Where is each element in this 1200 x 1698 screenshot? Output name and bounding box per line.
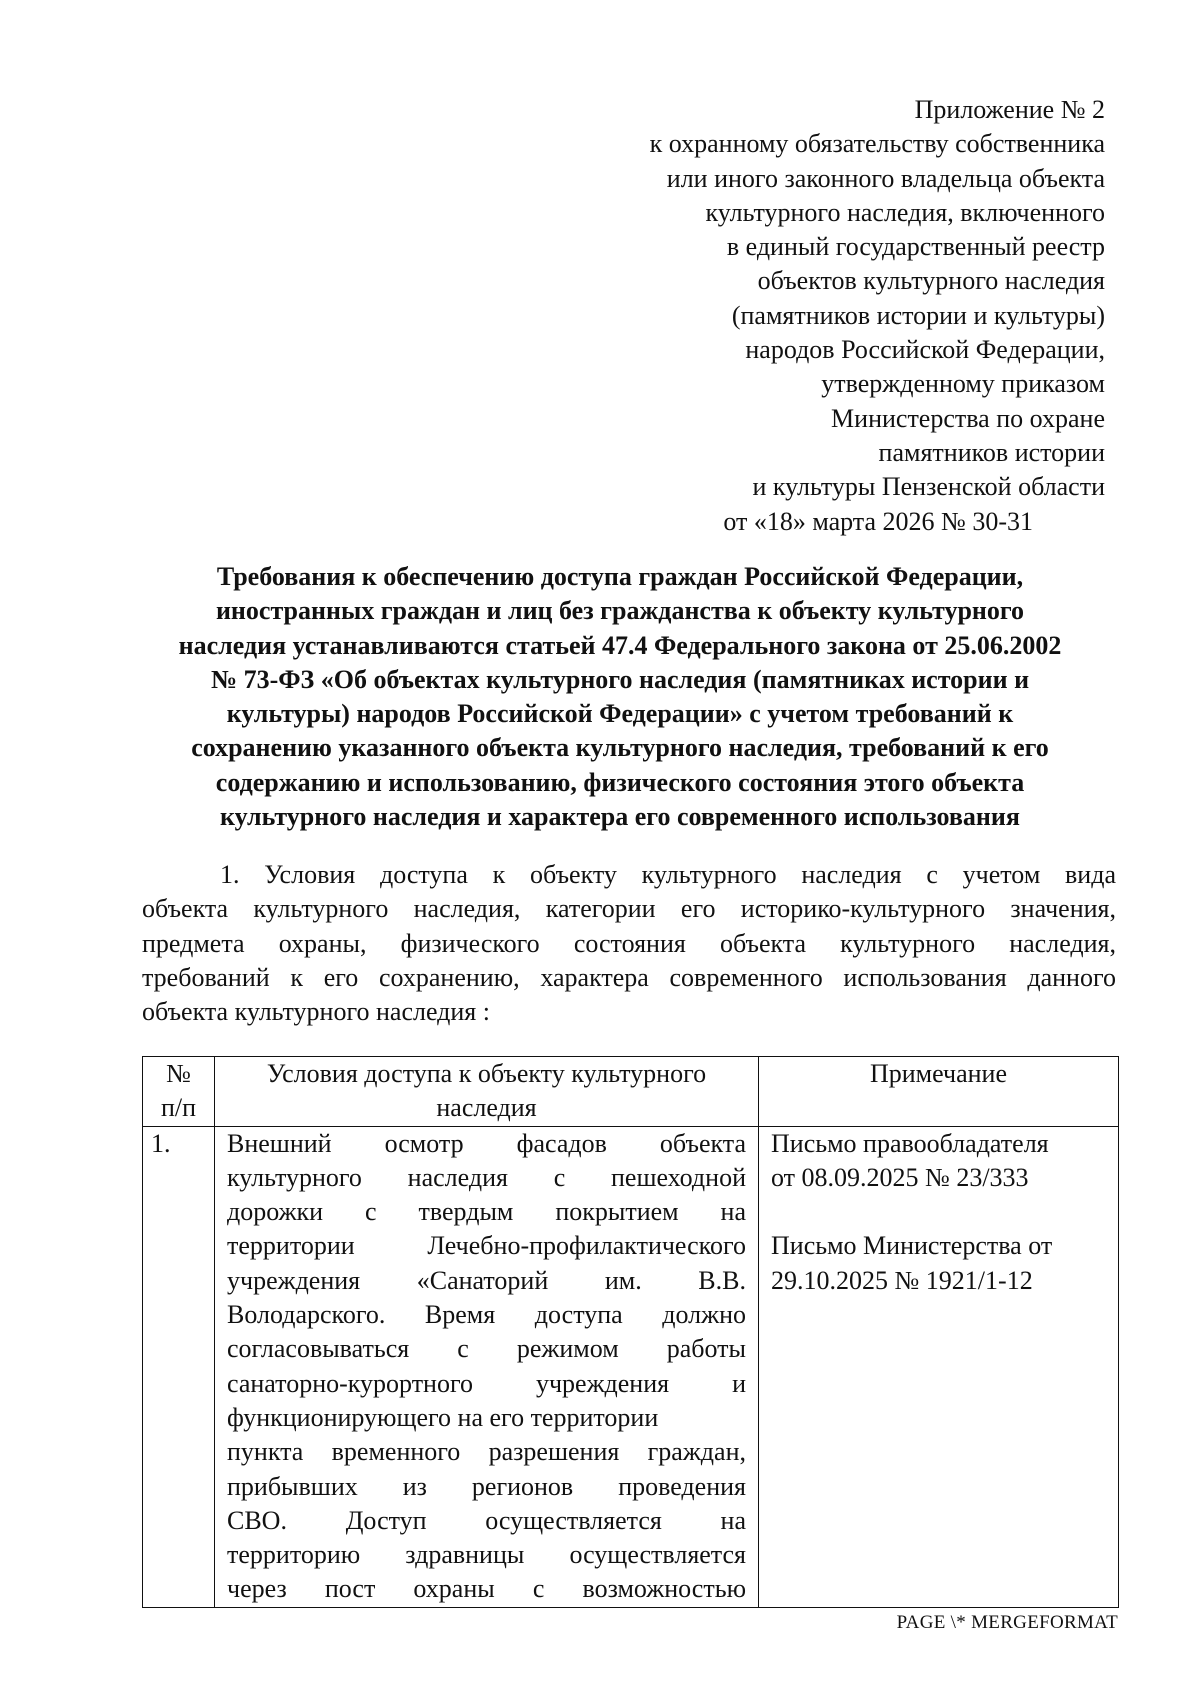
note-line: от 08.09.2025 № 23/333: [771, 1162, 1029, 1192]
conditions-line: Внешний осмотр фасадов объекта: [227, 1128, 746, 1158]
row-note: [759, 1126, 1119, 1607]
conditions-line: территории Лечебно-профилактического: [227, 1231, 746, 1261]
appendix-line: культурного наследия, включенного: [705, 197, 1105, 227]
section-1-paragraph: [142, 858, 1116, 1029]
row-number: 1.: [143, 1126, 215, 1607]
title-line: культурного наследия и характера его современного использования: [220, 802, 1020, 832]
conditions-line: территорию здравницы осуществляется: [227, 1540, 746, 1570]
conditions-line: учреждения «Санаторий им. В.В.: [227, 1265, 746, 1295]
conditions-line: дорожки с твердым покрытием на: [227, 1197, 746, 1227]
header-num: [143, 1057, 215, 1127]
header-note: [759, 1057, 1119, 1127]
conditions-line: пункта временного разрешения граждан,: [227, 1437, 746, 1467]
appendix-line: утвержденному приказом: [821, 369, 1105, 399]
conditions-line: санаторно-курортного учреждения и: [227, 1368, 746, 1398]
appendix-line: Приложение № 2: [914, 95, 1105, 124]
access-conditions-table: [142, 1056, 1118, 1608]
paragraph-line: объекта культурного наследия, категории его историко-культурного значения,: [142, 894, 1116, 924]
paragraph-line: объекта культурного наследия :: [142, 997, 490, 1027]
appendix-line: к охранному обязательству собственника: [649, 129, 1105, 159]
title-line: сохранению указанного объекта культурного наследия, требований к его: [191, 733, 1049, 763]
conditions-line: СВО. Доступ осуществляется на: [227, 1505, 746, 1535]
header-num-line: п/п: [160, 1093, 197, 1123]
paragraph-line: 1. Условия доступа к объекту культурного наследия с учетом вида: [220, 860, 1116, 889]
paragraph-line: предмета охраны, физического состояния объекта культурного наследия,: [142, 928, 1116, 958]
appendix-line: в единый государственный реестр: [726, 232, 1105, 262]
title-line: Требования к обеспечению доступа граждан Российской Федерации,: [216, 562, 1024, 591]
title-line: иностранных граждан и лиц без гражданства к объекту культурного: [215, 596, 1025, 626]
note-spacer: [771, 1195, 1106, 1229]
header-conditions-line: наследия: [436, 1093, 537, 1123]
appendix-line: (памятников истории и культуры): [731, 300, 1105, 330]
title-line: наследия устанавливаются статьей 47.4 Федерального закона от 25.06.2002: [178, 630, 1062, 660]
header-note-line: Примечание: [869, 1059, 1008, 1088]
conditions-line: функционирующего на его территории: [227, 1402, 659, 1432]
appendix-line: народов Российской Федерации,: [745, 335, 1105, 365]
note-line: Письмо Министерства от: [771, 1231, 1053, 1261]
title-line: культуры) народов Российской Федерации» с учетом требований к: [226, 699, 1014, 729]
conditions-table: [142, 1056, 1119, 1608]
appendix-line: памятников истории: [878, 437, 1105, 467]
appendix-line: или иного законного владельца объекта: [666, 163, 1105, 193]
title-line: № 73-ФЗ «Об объектах культурного наследия (памятниках истории и: [210, 664, 1030, 694]
appendix-line: и культуры Пензенской области: [752, 472, 1105, 502]
title-line: содержанию и использованию, физического состояния этого объекта: [215, 767, 1025, 797]
conditions-line: культурного наследия с пешеходной: [227, 1162, 746, 1192]
appendix-header: [545, 93, 1105, 539]
conditions-line: через пост охраны с возможностью: [227, 1574, 746, 1604]
appendix-date-line: от «18» марта 2026 № 30-31: [723, 506, 1033, 536]
conditions-line: согласовываться с режимом работы: [227, 1334, 746, 1364]
note-line: 29.10.2025 № 1921/1-12: [771, 1265, 1033, 1295]
paragraph-line: требований к его сохранению, характера современного использования данного: [142, 962, 1116, 992]
header-conditions: [215, 1057, 759, 1127]
page-footer-field: PAGE \* MERGEFORMAT: [896, 1612, 1118, 1633]
appendix-line: объектов культурного наследия: [757, 266, 1105, 296]
header-conditions-line: Условия доступа к объекту культурного: [266, 1059, 707, 1088]
appendix-line: Министерства по охране: [831, 403, 1105, 433]
table-header-row: [143, 1057, 1119, 1127]
note-line: Письмо правообладателя: [771, 1128, 1049, 1158]
table-row: [143, 1126, 1119, 1607]
document-title: [130, 560, 1110, 834]
row-conditions: [215, 1126, 759, 1607]
conditions-line: Володарского. Время доступа должно: [227, 1300, 746, 1330]
conditions-line: прибывших из регионов проведения: [227, 1471, 746, 1501]
header-num-line: №: [166, 1059, 191, 1088]
